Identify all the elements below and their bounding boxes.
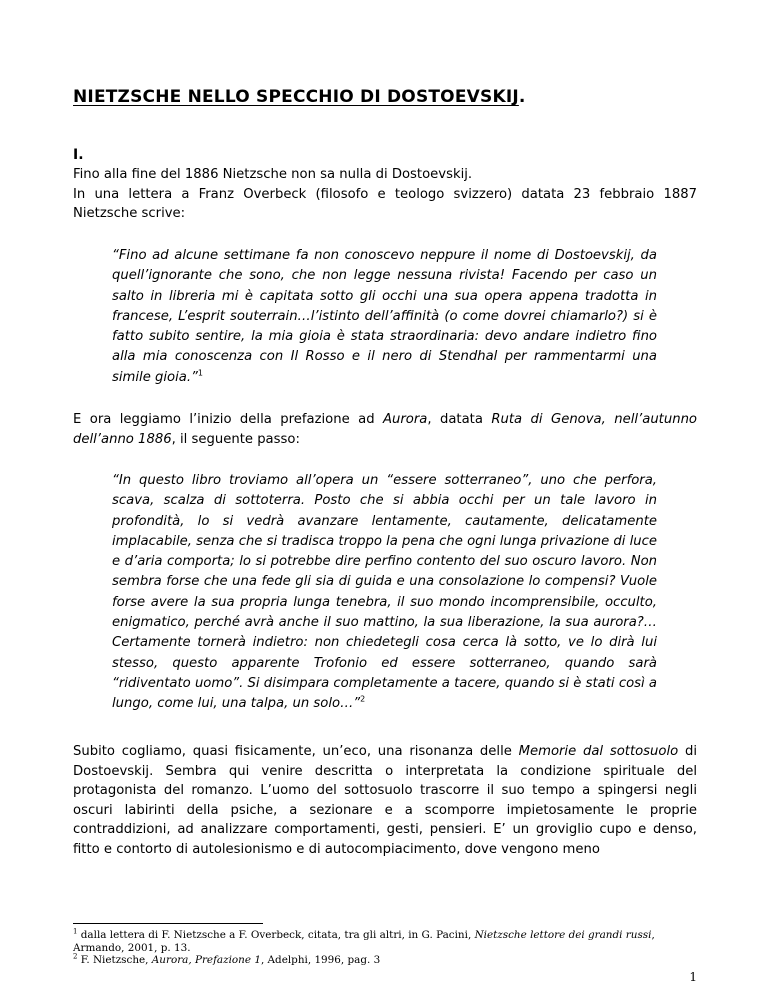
para3-text-a: Subito cogliamo, quasi fisicamente, un’eco, una risonanza delle: [73, 744, 519, 759]
para2-text-e: , il seguente passo:: [171, 431, 300, 447]
footnote-1-book-title: Nietzsche lettore dei grandi russi: [474, 929, 652, 941]
paragraph-aurora-intro: [73, 410, 697, 449]
footnote-2-text-a: F. Nietzsche,: [77, 954, 152, 966]
footnote-ref-2[interactable]: 2: [360, 694, 366, 704]
footnote-1-number: 1: [73, 927, 78, 936]
quote2-text: “In questo libro troviamo all’opera un “essere sotterraneo”, uno che perfora, scava, scalza di sottoterra. Posto che si abbia occhi per un tale lavoro in profondità, lo si vedrà avanzare lentamente, cautamente, delicatamente implacabile, senza che si tradisca troppo la pena che ogni lunga privazione di luce e d’aria comporta; lo si potrebbe dire perfino contento del suo oscuro lavoro. Non sembra forse che una fede gli sia di guida e una consolazione lo compensi? Vuole forse avere la sua propria lunga tenebra, il suo mondo incomprensibile, occulto, enigmatico, perché avrà anche il suo mattino, la sua liberazione, la sua aurora?… Certamente tornerà indietro: non chiedetegli cosa cerca là sotto, ve lo dirà lui stesso, questo apparente Trofonio ed essere sotterraneo, quando sarà “ridiventato uomo”. Si disimpara completamente a tacere, quando si è stati così a lungo, come lui, una talpa, un solo…”: [112, 473, 658, 712]
title-period: .: [518, 87, 526, 107]
footnote-2-number: 2: [73, 952, 78, 961]
intro-line-2: In una lettera a Franz Overbeck (filosofo e teologo svizzero) datata 23 febbraio 1887 Nietzsche scrive:: [73, 186, 697, 221]
footnote-1-text-a: dalla lettera di F. Nietzsche a F. Overbeck, citata, tra gli altri, in G. Pacini,: [77, 929, 475, 941]
para2-text-c: , datata: [427, 412, 492, 427]
footnote-2-text-c: , Adelphi, 1996, pag. 3: [260, 954, 381, 966]
paragraph-memorie: [73, 742, 697, 859]
book-title-aurora: Aurora: [383, 412, 428, 427]
para2-text-a: E ora leggiamo l’inizio della prefazione ad: [73, 412, 383, 427]
book-title-memorie: Memorie dal sottosuolo: [518, 744, 679, 759]
page-title: [73, 87, 526, 107]
footnote-2: [73, 954, 697, 967]
footnote-1-text-c: , Armando, 2001, p. 13.: [73, 929, 655, 954]
intro-line-1: Fino alla fine del 1886 Nietzsche non sa nulla di Dostoevskij.: [73, 167, 473, 182]
quote-overbeck-letter: [112, 246, 657, 388]
quote1-text: “Fino ad alcune settimane fa non conoscevo neppure il nome di Dostoevskij, da quell’ignorante che sono, che non legge nessuna rivista! Facendo per caso un salto in libreria mi è capitata sotto gli occhi una sua opera appena tradotta in francese, L’esprit souterrain…l’istinto dell’affinità (o come dovrei chiamarlo?) si è fatto subito sentire, la mia gioia è stata straordinaria: devo andare indietro fino alla mia conoscenza con Il Rosso e il nero di Stendhal per rammentarmi una simile gioia.”: [112, 248, 657, 385]
title-text: NIETZSCHE NELLO SPECCHIO DI DOSTOEVSKIJ: [73, 87, 519, 107]
para3-text-c: di Dostoevskij. Sembra qui venire descritta o interpretata la condizione spirituale del protagonista del romanzo. L’uomo del sottosuolo trascorre il suo tempo a spingersi negli oscuri labirinti della psiche, a sezionare e a scomporre impietosamente le proprie contraddizioni, ad analizzare comportamenti, gesti, pensieri. E’ un groviglio cupo e denso, fitto e contorto di autolesionismo e di autocompiacimento, dove vengono meno: [73, 744, 698, 857]
footnote-divider: [73, 923, 263, 924]
footnote-ref-1[interactable]: 1: [197, 368, 203, 378]
preface-date: Ruta di Genova, nell’autunno dell’anno 1886: [73, 412, 697, 447]
quote-aurora-preface: [112, 471, 657, 715]
footnote-2-book-title: Aurora, Prefazione 1: [151, 954, 261, 966]
page-number: 1: [689, 970, 697, 984]
section-number: I.: [73, 147, 84, 163]
intro-paragraph: [73, 165, 697, 224]
footnote-1: [73, 929, 697, 954]
